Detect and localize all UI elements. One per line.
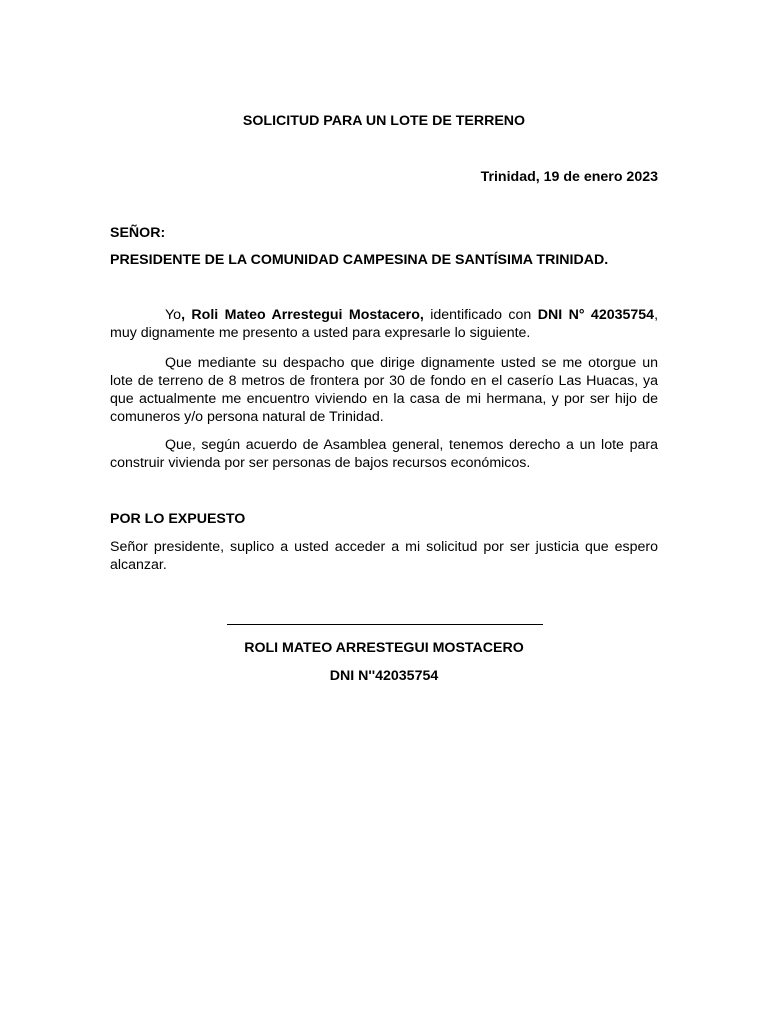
intro-text-2: identificado con	[423, 307, 538, 323]
paragraph-agreement	[110, 436, 658, 472]
paragraph-request	[110, 354, 658, 426]
signature-line	[227, 624, 543, 625]
closing-paragraph: Señor presidente, suplico a usted acceder a mi solicitud por ser justicia que espero alcanzar.	[110, 539, 658, 573]
document-date: Trinidad, 19 de enero 2023	[480, 169, 658, 185]
applicant-name: , Roli Mateo Arrestegui Mostacero,	[181, 307, 424, 323]
signature-dni: DNI N''42035754	[329, 668, 439, 684]
intro-text-1: Yo	[165, 307, 182, 323]
recipient: PRESIDENTE DE LA COMUNIDAD CAMPESINA DE SANTÍSIMA TRINIDAD.	[110, 252, 609, 268]
intro-text-3: , muy dignamente me presento a usted para expresarle lo siguiente.	[110, 307, 659, 341]
request-text: Que mediante su despacho que dirige dignamente usted se me otorgue un lote de terreno de 8 metros de frontera por 30 de fondo en el caserío Las Huacas, ya que actualmente me encuentro viviendo en la casa de mi hermana, y por ser hijo de comuneros y/o persona natural de Trinidad.	[110, 355, 658, 425]
expuesto-heading: POR LO EXPUESTO	[110, 511, 246, 527]
document-title: SOLICITUD PARA UN LOTE DE TERRENO	[242, 113, 526, 129]
agreement-text: Que, según acuerdo de Asamblea general, tenemos derecho a un lote para construir vivienda por ser personas de bajos recursos económicos.	[110, 437, 658, 471]
applicant-dni: DNI N° 42035754	[537, 307, 655, 323]
signature-name: ROLI MATEO ARRESTEGUI MOSTACERO	[244, 640, 524, 656]
salutation: SEÑOR:	[110, 225, 166, 241]
paragraph-introduction	[110, 306, 658, 342]
